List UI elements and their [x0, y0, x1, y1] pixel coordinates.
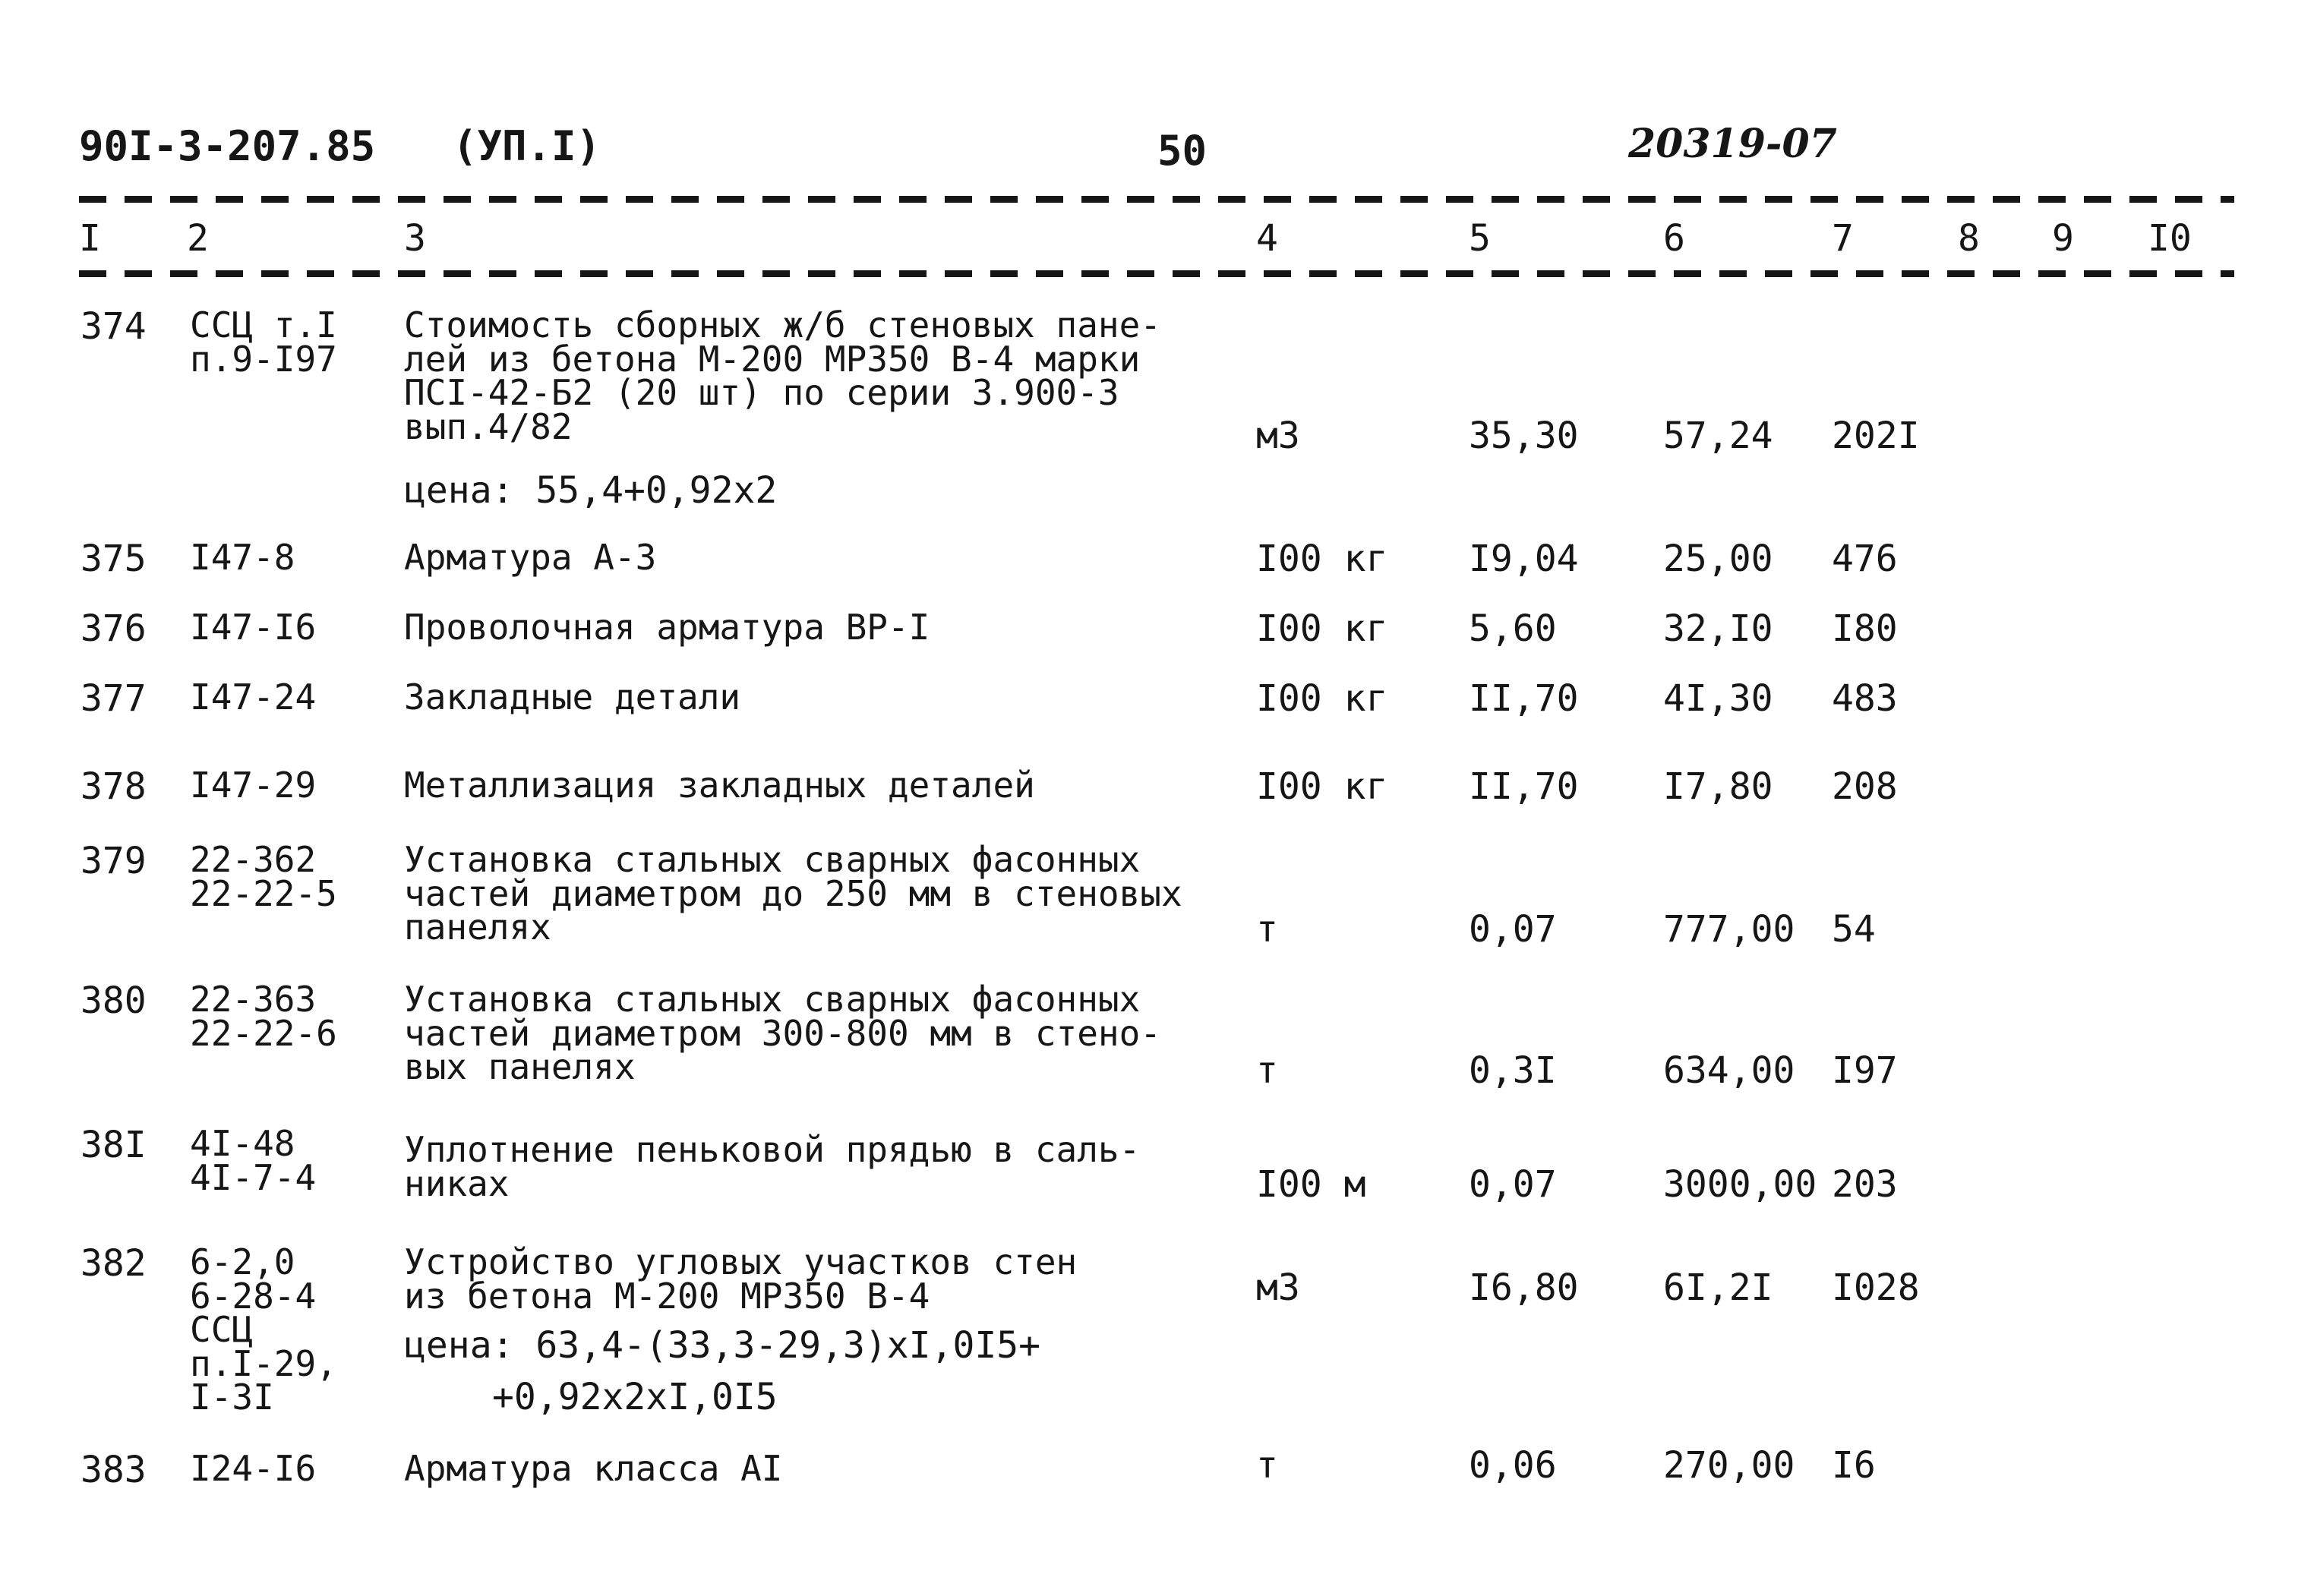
page-number: 50: [1157, 127, 1208, 175]
row-quantity: 35,30: [1469, 415, 1579, 457]
row-quantity: I6,80: [1469, 1266, 1579, 1309]
row-code: ССЦ т.I п.9-I97: [190, 304, 337, 380]
row-description: Закладные детали: [404, 677, 741, 718]
row-code: I47-I6: [190, 607, 317, 648]
row-unit-price: 32,I0: [1663, 607, 1773, 650]
row-total: I028: [1832, 1266, 1920, 1309]
row-code: 4I-48 4I-7-4: [190, 1123, 317, 1198]
col-header-8: 8: [1958, 217, 1980, 260]
col-header-1: I: [79, 217, 101, 260]
row-number: 379: [81, 840, 147, 882]
row-description: Проволочная арматура ВР-I: [404, 607, 930, 648]
row-description: Установка стальных сварных фасонных частей диаметром до 250 мм в стеновых панелях: [404, 839, 1182, 948]
row-unit: I00 кг: [1256, 765, 1388, 808]
row-number: 378: [81, 765, 147, 808]
row-code: I47-29: [190, 765, 317, 806]
row-quantity: 0,06: [1469, 1444, 1557, 1487]
row-unit-price: 270,00: [1663, 1444, 1795, 1487]
row-description: Стоимость сборных ж/б стеновых пане- лей из бетона М-200 МР350 В-4 марки ПСI-42-Б2 (20 шт) по серии 3.900-3 вып.4/82: [404, 304, 1161, 447]
row-number: 375: [81, 538, 147, 580]
row-total: 54: [1832, 908, 1876, 951]
row-unit-price: 4I,30: [1663, 677, 1773, 720]
row-total: 208: [1832, 765, 1898, 808]
row-quantity: II,70: [1469, 677, 1579, 720]
col-header-7: 7: [1832, 217, 1854, 260]
row-quantity: 0,07: [1469, 908, 1557, 951]
row-quantity: 0,07: [1469, 1163, 1557, 1206]
row-unit: м3: [1256, 1266, 1300, 1309]
row-unit-price: 3000,00: [1663, 1163, 1817, 1206]
row-price-note-continued: +0,92х2хI,0I5: [492, 1376, 778, 1418]
col-header-3: 3: [404, 217, 426, 260]
row-code: I24-I6: [190, 1448, 317, 1489]
row-price-note: цена: 63,4-(33,3-29,3)хI,0I5+: [404, 1324, 1041, 1367]
row-code: 22-362 22-22-5: [190, 839, 337, 914]
row-unit: I00 м: [1256, 1163, 1366, 1206]
col-header-5: 5: [1469, 217, 1491, 260]
row-code: 6-2,0 6-28-4 ССЦ п.I-29, I-3I: [190, 1241, 337, 1418]
row-description: Арматура А-3: [404, 537, 657, 578]
row-unit-price: 777,00: [1663, 908, 1795, 951]
row-number: 383: [81, 1449, 147, 1491]
row-number: 374: [81, 305, 147, 348]
row-total: I6: [1832, 1444, 1876, 1487]
row-total: 203: [1832, 1163, 1898, 1206]
row-unit-price: 57,24: [1663, 415, 1773, 457]
row-number: 376: [81, 607, 147, 650]
row-number: 377: [81, 677, 147, 720]
row-description: Уплотнение пеньковой прядью в саль- никах: [404, 1129, 1141, 1204]
row-unit-price: 634,00: [1663, 1049, 1795, 1092]
row-number: 380: [81, 979, 147, 1022]
row-unit: т: [1256, 1444, 1278, 1487]
document-code: 90I-3-207.85: [79, 122, 376, 170]
row-unit: т: [1256, 908, 1278, 951]
row-unit: I00 кг: [1256, 607, 1388, 650]
row-unit: I00 кг: [1256, 538, 1388, 580]
row-unit: I00 кг: [1256, 677, 1388, 720]
row-code: 22-363 22-22-6: [190, 979, 337, 1054]
row-quantity: II,70: [1469, 765, 1579, 808]
col-header-10: I0: [2148, 217, 2192, 260]
row-quantity: 0,3I: [1469, 1049, 1557, 1092]
col-header-9: 9: [2052, 217, 2074, 260]
row-description: Установка стальных сварных фасонных частей диаметром 300-800 мм в стено- вых панелях: [404, 979, 1161, 1088]
col-header-2: 2: [187, 217, 209, 260]
row-unit-price: 6I,2I: [1663, 1266, 1773, 1309]
row-code: I47-8: [190, 537, 295, 578]
row-description: Металлизация закладных деталей: [404, 765, 1035, 806]
row-total: 483: [1832, 677, 1898, 720]
row-unit: м3: [1256, 415, 1300, 457]
document-number: 20319-07: [1628, 121, 1837, 167]
row-number: 382: [81, 1242, 147, 1285]
row-quantity: I9,04: [1469, 538, 1579, 580]
row-total: 476: [1832, 538, 1898, 580]
row-description: Арматура класса АI: [404, 1448, 783, 1489]
row-unit-price: 25,00: [1663, 538, 1773, 580]
row-unit-price: I7,80: [1663, 765, 1773, 808]
row-total: 202I: [1832, 415, 1920, 457]
header-rule-bottom: [79, 270, 2234, 277]
col-header-4: 4: [1256, 217, 1278, 260]
row-total: I97: [1832, 1049, 1898, 1092]
col-header-6: 6: [1663, 217, 1685, 260]
row-number: 38I: [81, 1124, 147, 1166]
row-price-note: цена: 55,4+0,92х2: [404, 469, 778, 512]
volume-label: (УП.I): [453, 122, 601, 170]
header-rule-top: [79, 196, 2234, 203]
row-quantity: 5,60: [1469, 607, 1557, 650]
row-code: I47-24: [190, 677, 317, 718]
row-total: I80: [1832, 607, 1898, 650]
row-unit: т: [1256, 1049, 1278, 1092]
row-description: Устройство угловых участков стен из бетона М-200 МР350 В-4: [404, 1241, 1078, 1317]
